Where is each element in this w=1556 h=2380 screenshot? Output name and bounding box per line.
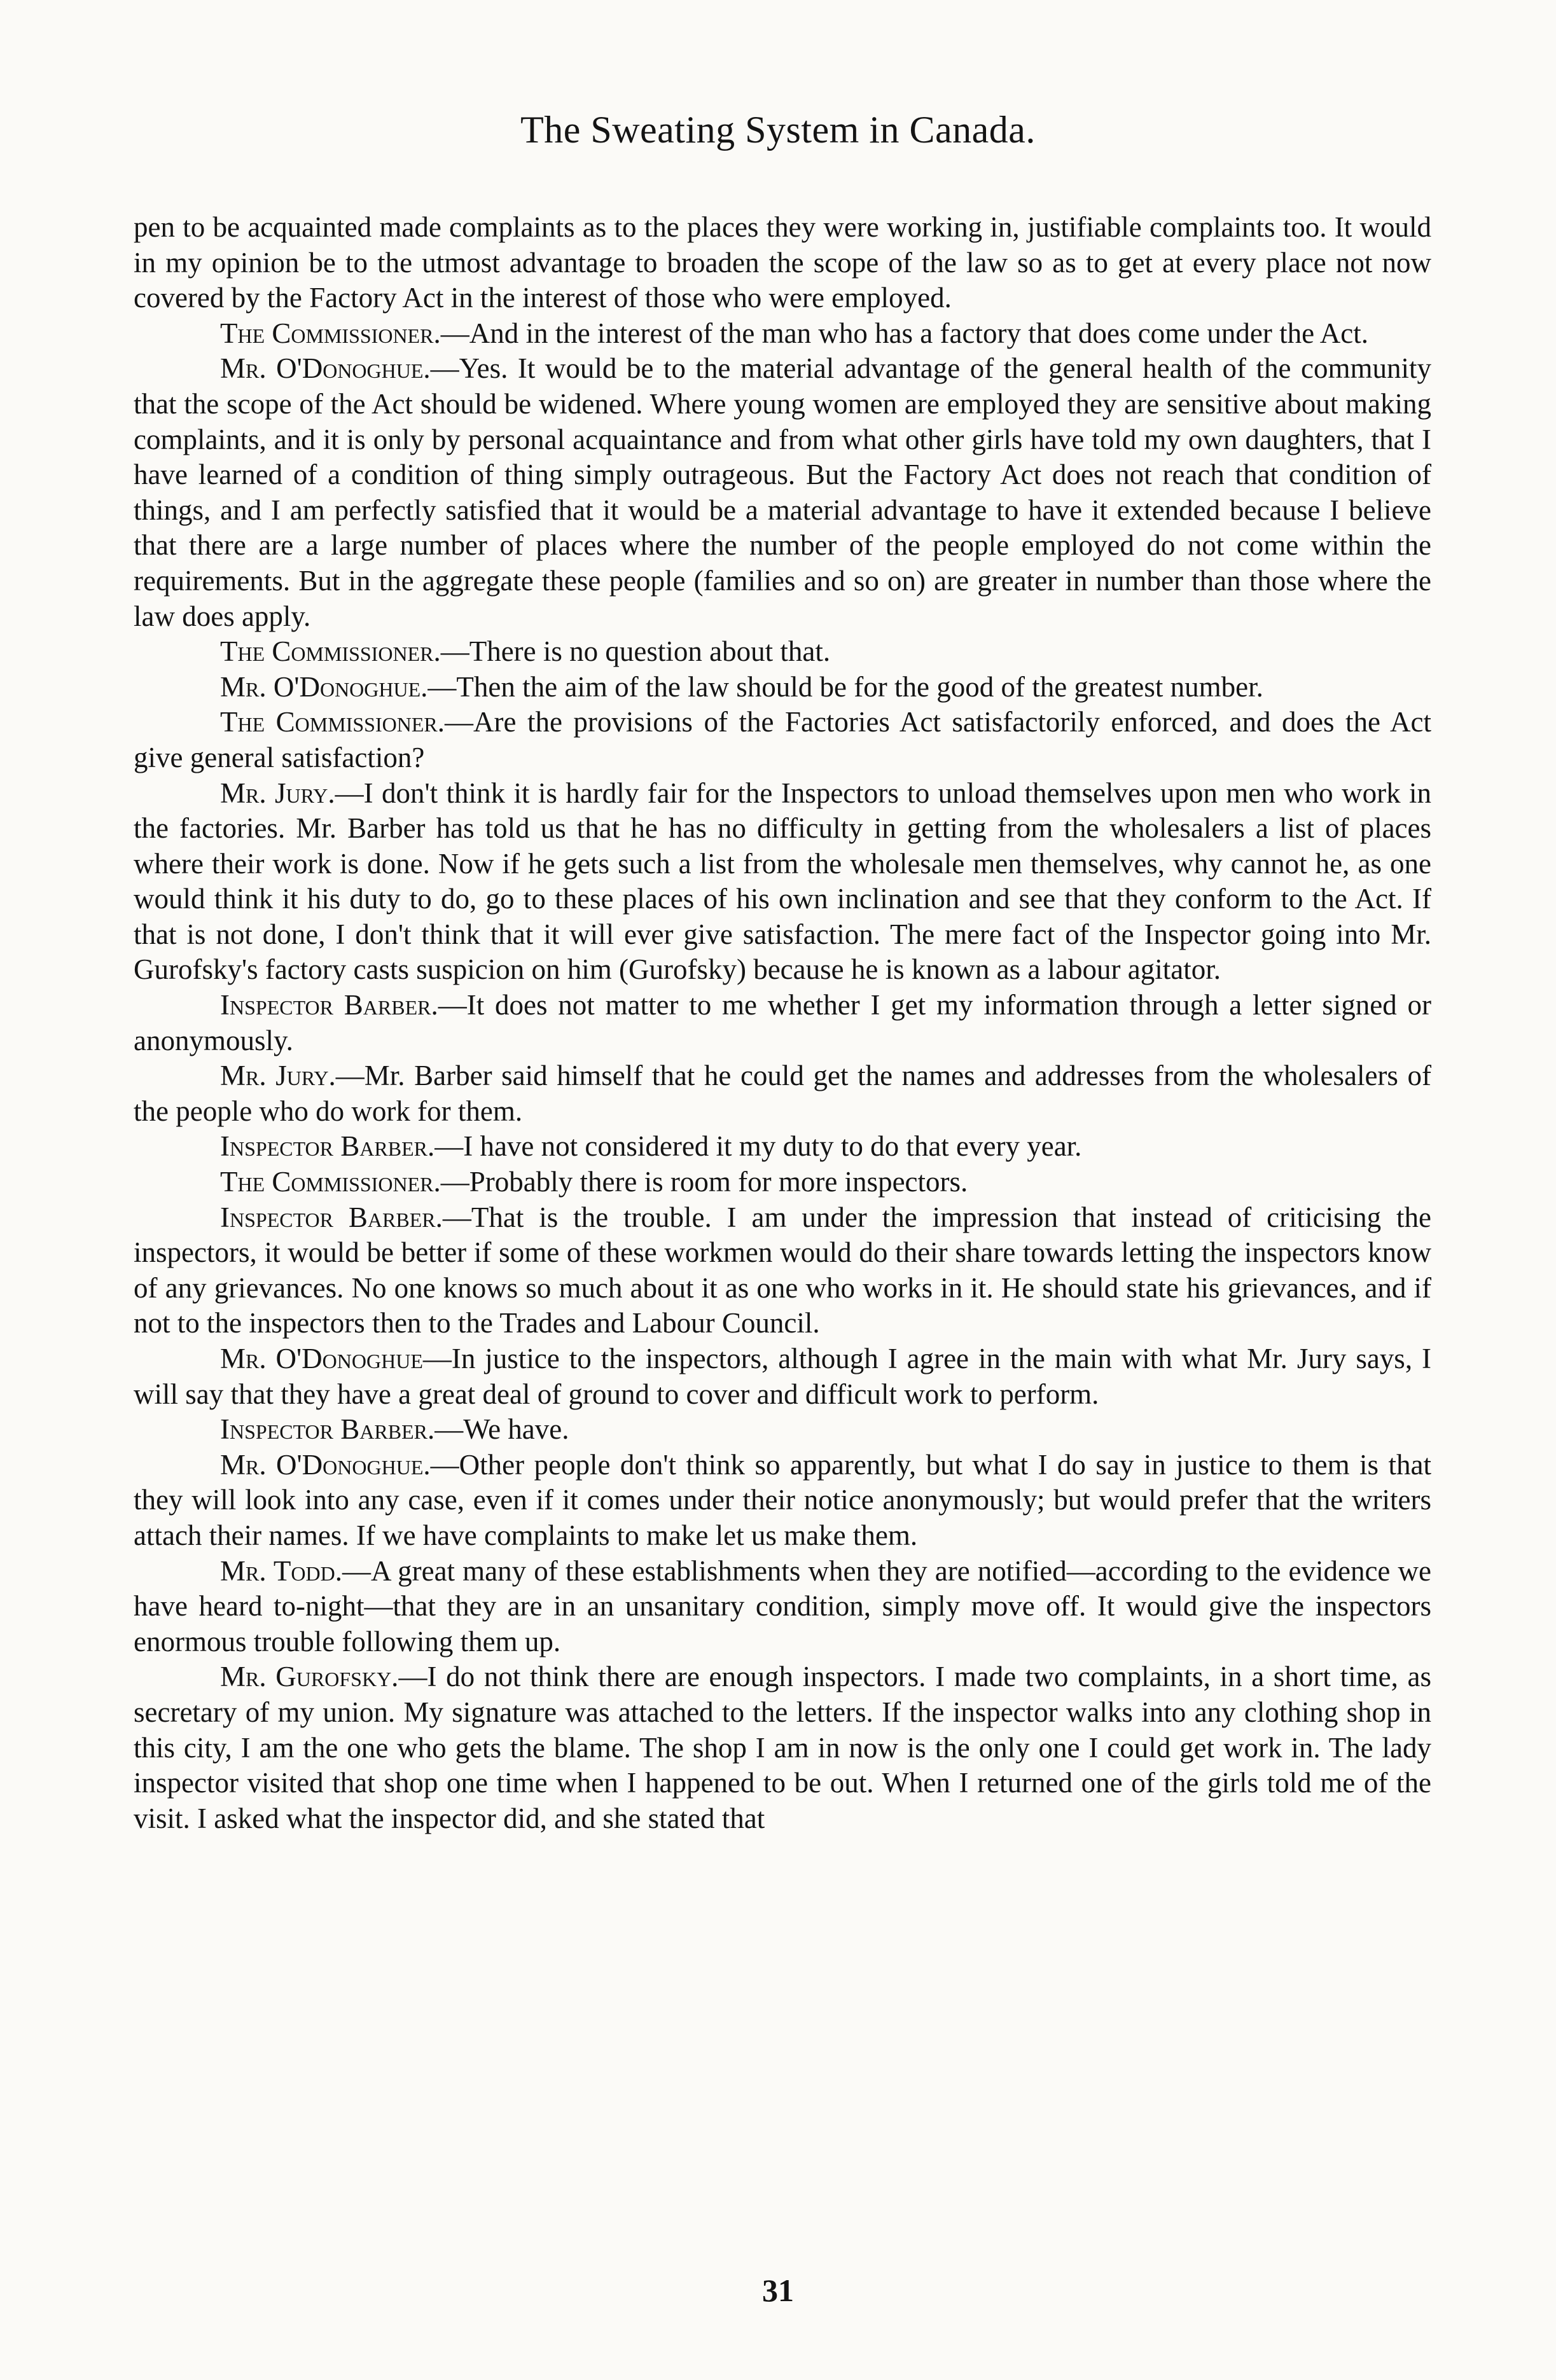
speaker-name: Mr. Jury. (220, 1060, 336, 1092)
paragraph-text: —I do not think there are enough inspectors. I made two complaints, in a short time, as secretary of my union. My signature was attached to the letters. If the inspector walks into any clothing shop in this city, I am the one who gets the blame. The shop I am in now is the only one I could get work in. The lady inspector visited that shop one time when I happened to be out. When I returned one of the girls told me of the visit. I asked what the inspector did, and she stated that (134, 1661, 1432, 1834)
paragraph-text: —And in the interest of the man who has a factory that does come under the Act. (440, 317, 1369, 349)
paragraph-14 (134, 1412, 1431, 1448)
paragraph-1 (134, 210, 1431, 316)
speaker-name: Mr. O'Donoghue. (220, 1448, 431, 1481)
paragraph-10 (134, 1129, 1431, 1165)
page-body (134, 210, 1431, 1836)
paragraph-text: —There is no question about that. (440, 635, 831, 668)
paragraph-12 (134, 1200, 1431, 1341)
paragraph-text: —Then the aim of the law should be for the good of the greatest number. (427, 670, 1263, 703)
speaker-name: Mr. Gurofsky. (220, 1661, 399, 1693)
speaker-name: Inspector Barber. (220, 989, 438, 1021)
speaker-name: The Commissioner. (220, 317, 441, 349)
paragraph-text: —A great many of these establishments when they are notified—according to the evidence we have heard to-night—that they are in an unsanitary condition, simply move off. It would give the inspectors enormous trouble following them up. (134, 1554, 1431, 1657)
paragraph-13 (134, 1341, 1431, 1412)
paragraph-3 (134, 351, 1431, 634)
speaker-name: The Commissioner. (220, 635, 441, 668)
paragraph-text: —In justice to the inspectors, although I agree in the main with what Mr. Jury says, I will say that they have a great deal of ground to cover and difficult work to perform. (134, 1343, 1432, 1410)
paragraph-7 (134, 776, 1431, 988)
paragraph-text: —Other people don't think so apparently, but what I do say in justice to them is that they will look into any case, even if it comes under their notice anonymously; but would prefer that the writers attach their names. If we have complaints to make let us make them. (134, 1448, 1431, 1551)
speaker-name: The Commissioner. (220, 1166, 441, 1198)
paragraph-15 (134, 1448, 1431, 1554)
page-title: The Sweating System in Canada. (520, 109, 1036, 151)
paragraph-text: —It does not matter to me whether I get my information through a letter signed or anonymously. (134, 989, 1431, 1056)
paragraph-text: —Are the provisions of the Factories Act satisfactorily enforced, and does the Act give general satisfaction? (134, 706, 1431, 773)
paragraph-6 (134, 705, 1431, 775)
speaker-name: Inspector Barber. (220, 1413, 435, 1446)
paragraph-2 (134, 316, 1431, 352)
paragraph-text: —We have. (434, 1413, 569, 1446)
speaker-name: Inspector Barber. (220, 1130, 435, 1163)
speaker-name: Inspector Barber. (220, 1201, 443, 1233)
paragraph-text: —I don't think it is hardly fair for the Inspectors to unload themselves upon men who work in the factories. Mr. Barber has told us that he has no difficulty in getting from the wholesalers a list of places where their work is done. Now if he gets such a list from the wholesale men themselves, why cannot he, as one would think it his duty to do, go to these places of his own inclination and see that they conform to the Act. If that is not done, I don't think that it will ever give satisfaction. The mere fact of the Inspector going into Mr. Gurofsky's factory casts suspicion on him (Gurofsky) because he is known as a labour agitator. (134, 777, 1431, 986)
page-number: 31 (762, 2273, 794, 2308)
paragraph-4 (134, 634, 1431, 670)
paragraph-text: —That is the trouble. I am under the impression that instead of criticising the inspectors, it would be better if some of these workmen would do their share towards letting the inspectors know of any grievances. No one knows so much about it as one who works in it. He should state his grievances, and if not to the inspectors then to the Trades and Labour Council. (134, 1201, 1431, 1339)
paragraph-9 (134, 1058, 1431, 1129)
speaker-name: Mr. Todd. (220, 1554, 342, 1587)
paragraph-16 (134, 1554, 1431, 1660)
paragraph-text: pen to be acquainted made complaints as to the places they were working in, justifiable complaints too. It would in my opinion be to the utmost advantage to broaden the scope of the law so as to get at every place not now covered by the Factory Act in the interest of those who were employed. (134, 211, 1431, 314)
speaker-name: Mr. O'Donoghue (220, 1343, 423, 1374)
speaker-name: Mr. O'Donoghue. (220, 670, 428, 703)
paragraph-text: —Yes. It would be to the material advantage of the general health of the community that the scope of the Act should be widened. Where young women are employed they are sensitive about making complaints, and it is only by personal acquaintance and from what other girls have told my own daughters, that I have learned of a condition of thing simply outrageous. But the Factory Act does not reach that condition of things, and I am perfectly satisfied that it would be a material advantage to have it extended because I believe that there are a large number of places where the number of the people employed do not come within the requirements. But in the aggregate these people (families and so on) are greater in number than those where the law does apply. (134, 352, 1431, 632)
paragraph-text: —Probably there is room for more inspectors. (440, 1166, 968, 1198)
paragraph-17 (134, 1659, 1431, 1836)
paragraph-11 (134, 1165, 1431, 1200)
paragraph-8 (134, 988, 1431, 1058)
speaker-name: Mr. Jury. (220, 777, 335, 809)
paragraph-text: —Mr. Barber said himself that he could get the names and addresses from the wholesalers of the people who do work for them. (134, 1060, 1431, 1127)
speaker-name: The Commissioner. (220, 706, 445, 738)
paragraph-text: —I have not considered it my duty to do that every year. (434, 1130, 1082, 1163)
paragraph-5 (134, 670, 1431, 705)
speaker-name: Mr. O'Donoghue. (220, 352, 431, 385)
